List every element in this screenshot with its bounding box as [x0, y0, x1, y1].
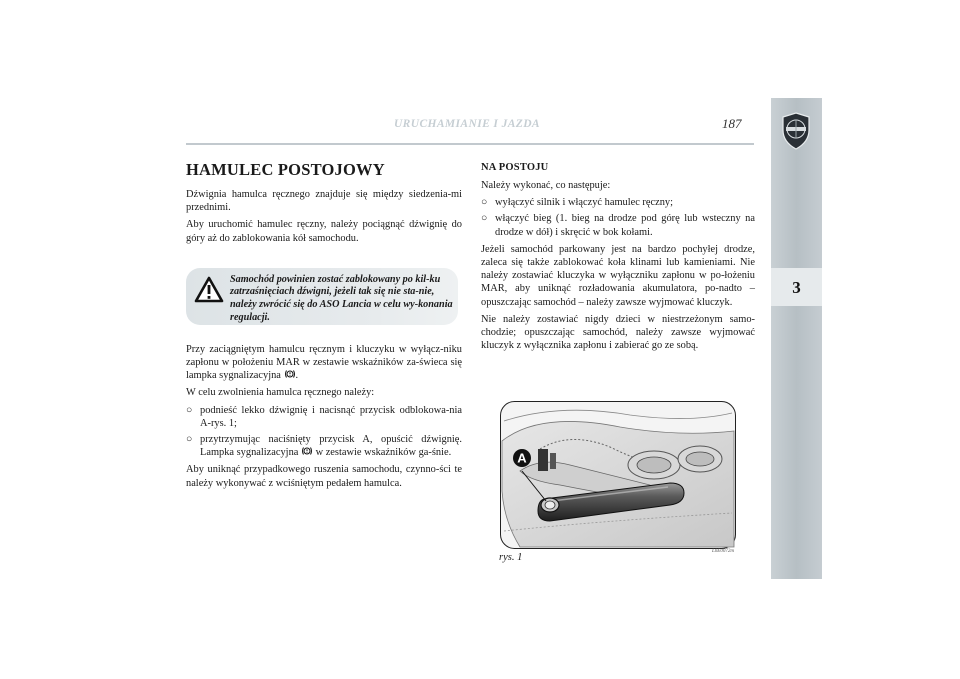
section-title: HAMULEC POSTOJOWY [186, 160, 385, 179]
warning-text-content: Samochód powinien zostać zablokowany po kil-ku zatrzaśnięciach dźwigni, jeżeli tak się nie sta-nie, należy zwrócić się do ASO Lancia w celu wy-konania regulacji. [230, 273, 453, 323]
bullet-icon: ○ [481, 197, 488, 209]
subsection-title: NA POSTOJU [481, 162, 549, 173]
bullet-icon: ○ [186, 434, 193, 446]
intro-paragraph: Dźwignia hamulca ręcznego znajduje się między siedzenia-mi przednimi. [186, 189, 462, 214]
parking-steps [481, 196, 755, 239]
lamp-paragraph-text: Przy zaciągniętym hamulcu ręcznym i kluczyku w wyłącz-niku zapłonu w położeniu MAR w zestawie wskaźników za-świeca się lampka sygnalizacyjna [186, 343, 462, 382]
lamp-paragraph [186, 343, 462, 383]
list-item-text: włączyć bieg (1. bieg na drodze pod górę lub wsteczny na drodze w dół) i skręcić w bok kołami. [495, 213, 755, 238]
warning-box [186, 268, 458, 325]
list-item [186, 433, 462, 459]
bullet-icon: ○ [186, 404, 193, 416]
list-item [481, 196, 755, 209]
chapter-thumb-tab [771, 98, 822, 579]
list-item [481, 212, 755, 238]
list-item-text: przytrzymując naciśnięty przycisk A, opuścić dźwignię. Lampka sygnalizacyjna [200, 434, 462, 459]
figure-caption: rys. 1 [499, 552, 523, 563]
callout-label: A [517, 450, 527, 466]
parking-brake-lamp-icon [301, 446, 313, 456]
right-column [481, 160, 755, 356]
bullet-icon: ○ [481, 213, 488, 225]
warning-text [186, 274, 457, 324]
figure-code: L0E0072m [712, 549, 734, 554]
handbrake-figure [500, 401, 736, 549]
list-item-text-end: w zestawie wskaźników ga-śnie. [313, 447, 452, 459]
header-rule [186, 143, 754, 145]
running-head: URUCHAMIANIE I JAZDA [393, 118, 541, 130]
release-steps [186, 404, 462, 460]
intro-paragraph: Aby uruchomić hamulec ręczny, należy pociągnąć dźwignię do góry aż do zablokowania kół samochodu. [186, 219, 462, 244]
body-paragraph: Jeżeli samochód parkowany jest na bardzo pochyłej drodze, zaleca się także zablokować koła klinami lub kamieniami. Nie należy zostawiać kluczyka w wyłączniku zapłonu w po-łożeniu MAR, aby uniknąć rozładowania akumulatora, po-nadto – opuszczając samochód – należy zawsze wyjmować kluczyk. [481, 243, 755, 308]
body-paragraph: Nie należy zostawiać nigdy dzieci w niestrzeżonym samo-chodzie; opuszczając samochód, należy zawsze wyjmować kluczyk z wyłącznika zapłonu i zabierać go ze sobą. [481, 313, 755, 352]
parking-brake-lamp-icon [284, 369, 296, 379]
page-number: 187 [722, 116, 742, 131]
chapter-number: 3 [792, 278, 801, 297]
release-intro: W celu zwolnienia hamulca ręcznego należy: [186, 387, 375, 399]
left-column [186, 160, 462, 494]
intro-paragraph: Należy wykonać, co następuje: [481, 180, 611, 191]
closing-paragraph: Aby uniknąć przypadkowego ruszenia samochodu, czynno-ści te należy wykonywać z wciśniętym pedałem hamulca. [186, 464, 462, 489]
lamp-paragraph-end: . [295, 370, 299, 382]
list-item-text: podnieść lekko dźwignię i nacisnąć przycisk odblokowa-nia A-rys. 1; [200, 404, 462, 429]
list-item-text: wyłączyć silnik i włączyć hamulec ręczny; [495, 197, 674, 209]
lancia-shield-icon [781, 112, 811, 150]
list-item [186, 404, 462, 430]
